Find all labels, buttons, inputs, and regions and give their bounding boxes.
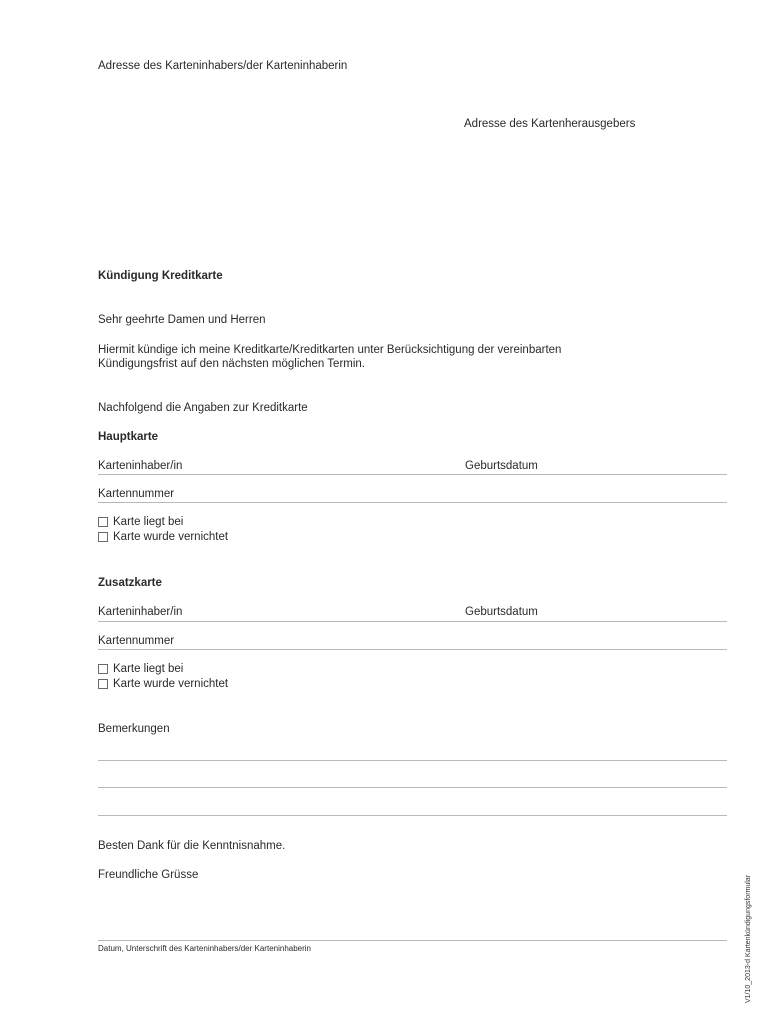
- subject-heading: Kündigung Kreditkarte: [98, 270, 223, 282]
- main-card-birthdate-label: Geburtsdatum: [465, 460, 538, 472]
- body-text-line-1: Hiermit kündige ich meine Kreditkarte/Kreditkarten unter Berücksichtigung der vereinbarten: [98, 344, 562, 356]
- main-card-number-label: Kartennummer: [98, 488, 175, 500]
- additional-card-number-label: Kartennummer: [98, 635, 175, 647]
- body-text-line-2: Kündigungsfrist auf den nächsten möglichen Termin.: [98, 358, 366, 370]
- main-card-enclosed-option[interactable]: [98, 515, 183, 529]
- checkbox-icon[interactable]: [98, 517, 108, 527]
- additional-card-enclosed-option[interactable]: [98, 662, 183, 676]
- intro-text: Nachfolgend die Angaben zur Kreditkarte: [98, 402, 308, 414]
- additional-card-birthdate-label: Geburtsdatum: [465, 606, 538, 618]
- additional-card-holder-field[interactable]: [98, 605, 727, 622]
- additional-card-holder-label: Karteninhaber/in: [98, 606, 183, 618]
- remarks-line-1[interactable]: [98, 760, 727, 761]
- checkbox-label: Karte wurde vernichtet: [113, 531, 229, 543]
- main-card-heading: Hauptkarte: [98, 431, 159, 443]
- additional-card-number-field[interactable]: [98, 633, 727, 650]
- main-card-holder-field[interactable]: [98, 458, 727, 475]
- main-card-number-field[interactable]: [98, 486, 727, 503]
- issuer-address-label: Adresse des Kartenherausgebers: [464, 118, 636, 130]
- additional-card-heading: Zusatzkarte: [98, 577, 162, 589]
- remarks-line-2[interactable]: [98, 787, 727, 788]
- additional-card-destroyed-option[interactable]: [98, 677, 228, 691]
- main-card-destroyed-option[interactable]: [98, 530, 228, 544]
- thanks-text: Besten Dank für die Kenntnisnahme.: [98, 840, 286, 852]
- signature-label: Datum, Unterschrift des Karteninhabers/der Karteninhaberin: [98, 944, 311, 953]
- closing-text: Freundliche Grüsse: [98, 869, 199, 881]
- remarks-label: Bemerkungen: [98, 723, 170, 735]
- holder-address-label: Adresse des Karteninhabers/der Karteninhaberin: [98, 60, 348, 72]
- checkbox-label: Karte liegt bei: [113, 516, 184, 528]
- main-card-holder-label: Karteninhaber/in: [98, 460, 183, 472]
- signature-line[interactable]: [98, 940, 727, 941]
- salutation: Sehr geehrte Damen und Herren: [98, 314, 266, 326]
- form-code: V1/10_2013-d Kartenkündigungsformular: [745, 874, 752, 1003]
- checkbox-label: Karte liegt bei: [113, 663, 184, 675]
- checkbox-label: Karte wurde vernichtet: [113, 678, 229, 690]
- checkbox-icon[interactable]: [98, 679, 108, 689]
- remarks-line-3[interactable]: [98, 815, 727, 816]
- checkbox-icon[interactable]: [98, 532, 108, 542]
- checkbox-icon[interactable]: [98, 664, 108, 674]
